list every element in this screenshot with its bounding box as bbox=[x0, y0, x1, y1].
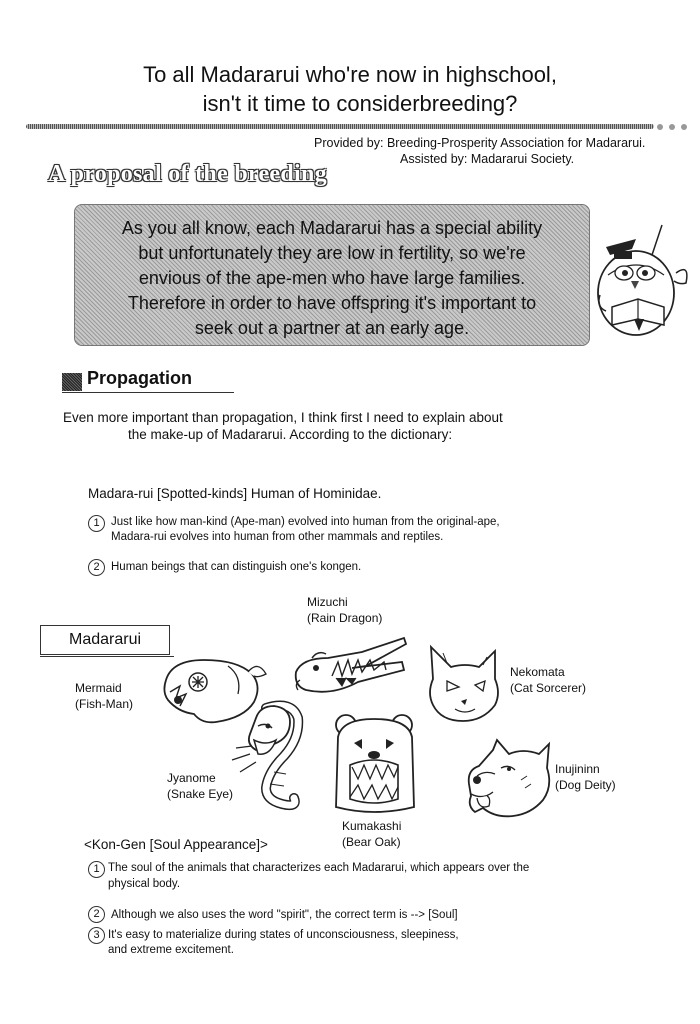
definition-term: Madara-rui [Spotted-kinds] Human of Hominidae. bbox=[88, 486, 382, 501]
snake-head-icon bbox=[232, 700, 314, 818]
dog-head-icon bbox=[465, 740, 555, 822]
madararui-box-shadow-line bbox=[40, 656, 174, 657]
section-title: Propagation bbox=[87, 368, 193, 388]
assisted-by-credit: Assisted by: Madararui Society. bbox=[400, 152, 575, 166]
divider-dot bbox=[669, 124, 675, 130]
mizuchi-label: Mizuchi (Rain Dragon) bbox=[307, 595, 383, 625]
divider-dot bbox=[681, 124, 687, 130]
jyanome-label: Jyanome (Snake Eye) bbox=[167, 771, 234, 801]
proposal-heading: A proposal of the breeding bbox=[48, 161, 327, 187]
page-title-line-1: To all Madararui who're now in highschool, bbox=[143, 62, 557, 87]
kongen-item-1-line-1: The soul of the animals that characterizes each Madararui, which appears over the bbox=[108, 862, 530, 874]
section-paragraph-line-2: the make-up of Madararui. According to the dictionary: bbox=[128, 427, 453, 442]
kongen-item-3-line-1: It's easy to materialize during states of unconsciousness, sleepiness, bbox=[108, 929, 459, 941]
kongen-item-2: Although we also uses the word "spirit", the correct term is --> [Soul] bbox=[111, 909, 458, 921]
intro-line: As you all know, each Madararui has a special ability bbox=[121, 218, 543, 238]
page-title-line-2: isn't it time to considerbreeding? bbox=[202, 91, 518, 116]
intro-line: seek out a partner at an early age. bbox=[194, 318, 470, 338]
bear-head-icon bbox=[332, 711, 417, 817]
section-underline bbox=[62, 392, 234, 393]
kongen-item-1-line-2: physical body. bbox=[108, 878, 181, 890]
intro-line: but unfortunately they are low in fertility, so we're bbox=[138, 243, 526, 263]
kumakashi-label: Kumakashi (Bear Oak) bbox=[342, 819, 402, 849]
number-1-icon: 1 bbox=[88, 861, 105, 878]
definition-item-1-line-2: Madara-rui evolves into human from other mammals and reptiles. bbox=[111, 531, 444, 543]
inujininn-label: Inujininn (Dog Deity) bbox=[555, 762, 616, 792]
dragon-head-icon bbox=[292, 632, 412, 702]
provided-by-credit: Provided by: Breeding-Prosperity Association for Madararui. bbox=[314, 136, 646, 150]
cat-head-icon bbox=[425, 645, 507, 725]
number-1-icon: 1 bbox=[88, 515, 105, 532]
intro-line: envious of the ape-men who have large families. bbox=[138, 268, 526, 288]
intro-line: Therefore in order to have offspring it's important to bbox=[127, 293, 537, 313]
section-paragraph-line-1: Even more important than propagation, I think first I need to explain about bbox=[63, 410, 503, 425]
nekomata-label: Nekomata (Cat Sorcerer) bbox=[510, 665, 587, 695]
number-3-icon: 3 bbox=[88, 927, 105, 944]
section-bullet-icon bbox=[62, 373, 82, 391]
number-2-icon: 2 bbox=[88, 559, 105, 576]
mermaid-label: Mermaid (Fish-Man) bbox=[75, 681, 134, 711]
kongen-item-3-line-2: and extreme excitement. bbox=[108, 944, 234, 956]
number-2-icon: 2 bbox=[88, 906, 105, 923]
title-divider bbox=[26, 124, 654, 129]
intro-text bbox=[74, 216, 590, 341]
madararui-label-box: Madararui bbox=[40, 625, 170, 655]
penguin-mascot-icon bbox=[594, 215, 694, 340]
kongen-title: <Kon-Gen [Soul Appearance]> bbox=[84, 837, 268, 852]
definition-item-2: Human beings that can distinguish one's kongen. bbox=[111, 561, 362, 573]
definition-item-1-line-1: Just like how man-kind (Ape-man) evolved into human from the original-ape, bbox=[111, 516, 500, 528]
divider-dot bbox=[657, 124, 663, 130]
